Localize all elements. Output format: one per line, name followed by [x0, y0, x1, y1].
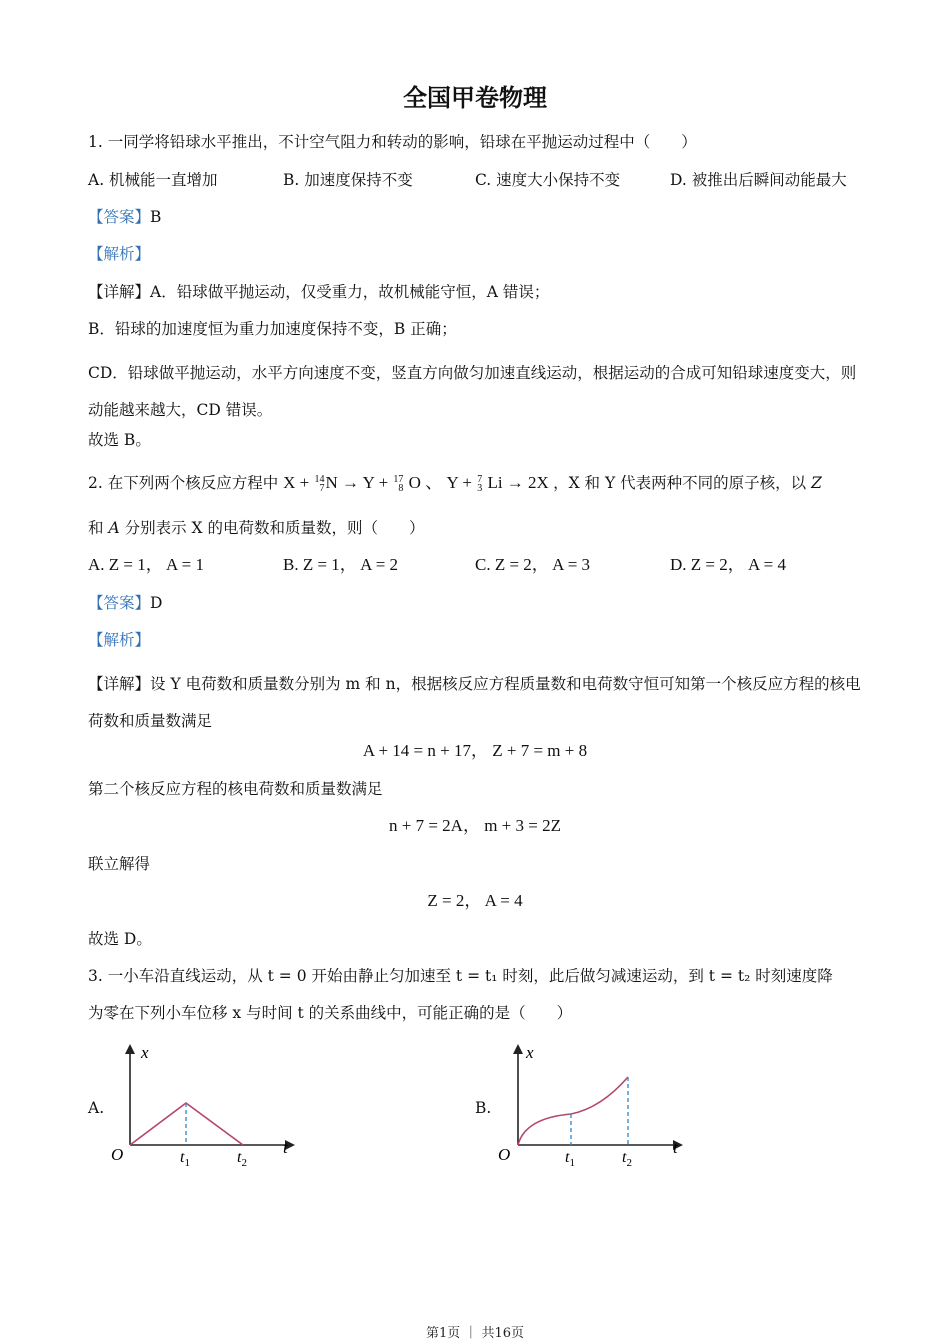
page-title: 全国甲卷物理: [403, 83, 547, 112]
q2-equation-3: Z = 2， A = 4: [427, 891, 523, 910]
t2-label: [237, 1149, 247, 1169]
t1-t: t: [565, 1149, 570, 1166]
t1-sub: 1: [569, 1157, 575, 1169]
var-a: A: [108, 519, 120, 537]
q2-answer: [88, 592, 162, 614]
eq-separator: 、: [425, 473, 443, 492]
q1-option-a: A. 机械能一直增加: [88, 171, 218, 189]
q2-equation-1: A + 14 = n + 17， Z + 7 = m + 8: [362, 741, 588, 760]
q2-stem-line2: [88, 517, 424, 539]
q2-stem-d: 分别表示 X 的电荷数和质量数，则（ ）: [124, 519, 425, 537]
q2-detail-line2: 第二个核反应方程的核电荷数和质量数满足: [88, 780, 383, 798]
li7-nuclide: [477, 475, 482, 493]
o17-nuclide: [393, 475, 403, 493]
x-axis-arrow: [125, 1044, 135, 1054]
answer-tag: 【答案】: [88, 594, 151, 612]
q2-option-d: D. Z = 2， A = 4: [670, 555, 786, 574]
t2-label: [622, 1149, 632, 1169]
eq-li-to-2x: Li → 2X: [487, 473, 549, 492]
t2-sub: 2: [241, 1157, 247, 1169]
t1-label: [565, 1149, 575, 1169]
q1-conclusion: 故选 B。: [88, 431, 151, 449]
q1-stem: 1. 一同学将铅球水平推出，不计空气阻力和转动的影响，铅球在平抛运动过程中（ ）: [88, 133, 697, 151]
x-t-curve: [518, 1077, 628, 1145]
q2-detail: [88, 666, 868, 740]
mass-number: 14: [314, 474, 325, 486]
q2-option-a: A. Z = 1， A = 1: [88, 555, 204, 574]
page-footer: 第1页 ｜ 共16页: [425, 1326, 525, 1341]
detail-text: A．铅球做平抛运动，仅受重力，故机械能守恒，A 错误；: [150, 283, 550, 301]
q3-option-b-label: B.: [475, 1099, 492, 1117]
q2-stem-a: 2. 在下列两个核反应方程中: [88, 474, 279, 492]
q2-stem-b: ，X 和 Y 代表两种不同的原子核，以: [553, 474, 807, 492]
t-axis-label: t: [673, 1138, 678, 1157]
x-axis-arrow: [513, 1044, 523, 1054]
q2-option-b: B. Z = 1， A = 2: [283, 555, 399, 574]
q2-stem-line1: [88, 472, 822, 494]
q3-option-a-label: A.: [88, 1099, 105, 1117]
eq-n-to-y: N → Y +: [325, 473, 389, 492]
q2-detail-line3: 联立解得: [88, 855, 151, 873]
detail-text: 设 Y 电荷数和质量数分别为 m 和 n，根据核反应方程质量数和电荷数守恒可知第一个核反应方程的核电荷数和质量数满足: [88, 675, 861, 730]
q1-option-d: D. 被推出后瞬间动能最大: [670, 171, 847, 189]
answer-tag: 【答案】: [88, 208, 151, 226]
eq-o: O: [408, 473, 421, 492]
x-axis-label: x: [526, 1043, 534, 1062]
eq-x-plus: X +: [283, 473, 310, 492]
q1-option-b: B. 加速度保持不变: [283, 171, 413, 189]
t1-label: [180, 1149, 190, 1169]
q2-analysis-tag: 【解析】: [88, 631, 151, 649]
t2-t: t: [622, 1149, 627, 1166]
charge-number: 3: [477, 483, 483, 495]
t2-t: t: [237, 1149, 242, 1166]
detail-tag: 【详解】: [88, 675, 151, 693]
q3-stem-line2: 为零在下列小车位移 x 与时间 t 的关系曲线中，可能正确的是（ ）: [88, 1004, 573, 1022]
t-axis-label: t: [283, 1138, 288, 1157]
q2-stem-c: 和: [88, 519, 104, 537]
origin-label: O: [498, 1145, 511, 1164]
charge-number: 8: [398, 483, 404, 495]
nuclear-equations: [283, 473, 553, 495]
q1-detail-3: CD．铅球做平抛运动，水平方向速度不变，竖直方向做匀加速直线运动，根据运动的合成可知铅球速度变大，则动能越来越大，CD 错误。: [88, 364, 857, 419]
q3-stem-line1: 3. 一小车沿直线运动，从 t = 0 开始由静止匀加速至 t = t₁ 时刻，此后做匀减速运动，到 t = t₂ 时刻速度降: [88, 967, 833, 985]
answer-value: B: [150, 208, 162, 226]
q1-option-c: C. 速度大小保持不变: [475, 171, 621, 189]
t1-sub: 1: [184, 1157, 190, 1169]
n14-nuclide: [315, 475, 325, 493]
q1-detail-2: B．铅球的加速度恒为重力加速度保持不变，B 正确；: [88, 320, 457, 338]
q1-detail-1: [88, 281, 549, 303]
q2-option-c: C. Z = 2， A = 3: [475, 555, 591, 574]
x-axis-label: x: [141, 1043, 149, 1062]
eq-y-plus: Y +: [446, 473, 472, 492]
mass-number: 7: [477, 474, 483, 486]
q1-answer: [88, 206, 161, 228]
q3-graph-a: [105, 1040, 305, 1175]
charge-number: 7: [319, 483, 325, 495]
mass-number: 17: [393, 474, 404, 486]
q2-equation-2: n + 7 = 2A， m + 3 = 2Z: [389, 816, 561, 835]
origin-label: O: [111, 1145, 124, 1164]
q3-graph-b: [493, 1040, 693, 1175]
q2-conclusion: 故选 D。: [88, 930, 152, 948]
t2-sub: 2: [626, 1157, 632, 1169]
detail-tag: 【详解】: [88, 283, 151, 301]
q1-analysis-tag: 【解析】: [88, 245, 151, 263]
t1-t: t: [180, 1149, 185, 1166]
var-z: Z: [811, 474, 822, 492]
answer-value: D: [150, 594, 163, 612]
